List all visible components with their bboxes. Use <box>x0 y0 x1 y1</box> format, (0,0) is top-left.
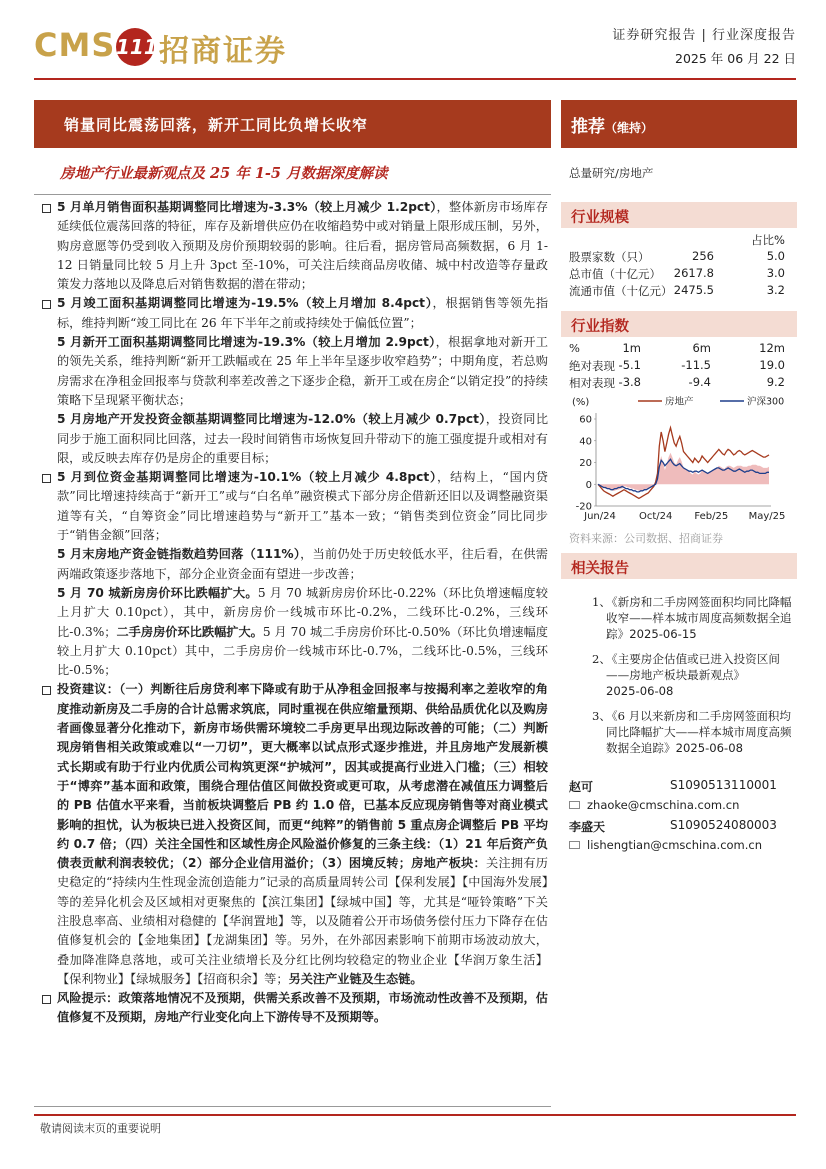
index-row-value: 9.2 <box>766 375 785 389</box>
section-scale-title: 行业规模 <box>561 202 797 228</box>
para-fund-chain-highlight: 5 月末房地产资金链指数趋势回落（111%） <box>57 547 301 562</box>
related-report-item[interactable] <box>592 651 794 699</box>
para-advice-text: 关注拥有历史稳定的“持续内生性现金流创造能力”记录的高质量周转公司【保利发展】【中国海外发展】等的差异化机会及区域相对更聚焦的【滨江集团】【绿城中国】等，尤其是“哑铃策略”下关注股息率高、业绩相对稳健的【华润置地】等，以及随着公开市场债务偿付压力下降存在估值修复机会的【金地集团】【龙湖集团】等。另外，在外部因素影响下前期市场波动放大，叠加降准降息落地，或可关注业绩增长及分红比例均较稳定的物业企业【华润万象生活】【保利物业】【绿城服务】【招商积余】等； <box>57 856 548 986</box>
analyst-email[interactable]: zhaoke@cmschina.com.cn <box>587 798 740 812</box>
report-body <box>40 198 548 1028</box>
chart-x-tick-label: Feb/25 <box>694 511 729 522</box>
analyst-code: S1090524080003 <box>670 818 777 832</box>
index-row-value: -9.4 <box>688 375 711 389</box>
analyst-name-row <box>569 778 797 798</box>
para-sales-highlight: 5 月单月销售面积基期调整同比增速为-3.3%（较上月减少 1.2pct） <box>57 200 437 214</box>
para-advice-highlight-2: 另关注产业链及生态链。 <box>288 971 423 986</box>
para-new-start <box>40 333 548 410</box>
index-row-value: -3.8 <box>618 375 641 389</box>
analyst-email-row <box>569 838 797 858</box>
para-completion <box>40 294 548 333</box>
para-completion-text: ，根据销售等领先指标，维持判断“竣工同比在 26 年下半年之前或持续处于偏低位置”； <box>57 296 549 330</box>
para-completion-highlight: 5 月竣工面积基期调整同比增速为-19.5%（较上月增加 8.4pct） <box>57 296 433 311</box>
email-icon <box>569 801 580 809</box>
related-report-num: 3、 <box>592 709 611 723</box>
para-prices <box>40 584 548 680</box>
para-prices-highlight: 5 月 70 城新房房价环比跌幅扩大。 <box>57 585 258 600</box>
para-funds-highlight: 5 月到位资金基期调整同比增速为-10.1%（较上月减少 4.8pct） <box>57 470 438 485</box>
scale-row-value: 2475.5 <box>673 283 714 297</box>
para-new-start-text: ，根据拿地对新开工的领先关系，维持判断“新开工跌幅或在 25 年上半年呈逐步收窄趋势”；中期角度，若总购房需求在净租金回报率与贷款利率差改善之下逐步企稳，新开工或在房企“以销定投”的持续策略下呈现紧平衡状态； <box>57 335 548 407</box>
report-type: 证券研究报告 | 行业深度报告 <box>612 28 796 43</box>
scale-row-label: 股票家数（只） <box>569 250 650 264</box>
scale-row-pct: 3.0 <box>766 266 785 280</box>
related-report-title: 《新房和二手房网签面积均同比降幅收窄——样本城市周度高频数据全追踪》 <box>606 595 792 641</box>
footer-note: 敬请阅读末页的重要说明 <box>40 1122 161 1135</box>
scale-table <box>569 232 789 300</box>
index-row-value: -5.1 <box>618 358 641 372</box>
para-risk-highlight: 风险提示：政策落地情况不及预期，供需关系改善不及预期，市场流动性改善不及预期，估值修复不及预期，房地产行业变化向上下游传导不及预期等。 <box>57 991 548 1025</box>
chart-x-tick-label: May/25 <box>748 511 786 522</box>
related-report-date: 2025-06-15 <box>629 627 697 641</box>
index-header: % <box>569 341 580 355</box>
related-report-title: 《6 月以来新房和二手房网签面积均同比降幅扩大——样本城市周度高频数据全追踪》 <box>606 709 792 755</box>
para-advice-highlight: 投资建议：（一）判断往后房贷利率下降或有助于从净租金回报率与按揭利率之差收窄的角度推动新房及二手房的合计总需求筑底，同时重视在供应缩量预期、供给品质优化以及购房者画像显著分化推动下，新房市场供需环境较二手房更早出现边际改善的可能；（二）判断现房销售相关政策或难以“一刀切”，更大概率以试点形式逐步推进，并且房地产发展新模式长期或有助于行业内优质公司构筑更深“护城河”，因其或提高行业进入门槛；（三）相较于“博弈”基本面和政策，围绕合理估值区间做投资或更可取，从考虑潜在减值压力调整后的 PB 估值水平来看，当前板块调整后 PB 约 1.0 倍，已基本反应现房销售等对商业模式影响的担忧，认为板块已进入投资区间，而更“纯粹”的销售前 5 重点房企调整后 PB 平均约 0.7 倍；（四）关注全国性和区域性房企风险溢价修复的三条主线：（1）21 年后资产负债表贡献利润表较优；（2）部分企业信用溢价；（3）困境反转；房地产板块： <box>57 682 548 871</box>
para-prices-text-2: 5 月 70 城二手房房价环比-0.50%（环比负增速幅度较上月扩大 0.10pct）其中，二手房房价一线城市环比-0.7%，二线环比-0.5%，三线环比-0.5%； <box>57 624 548 678</box>
scale-row-pct: 3.2 <box>766 283 785 297</box>
scale-row <box>569 249 789 266</box>
related-report-title: 《主要房企估值或已进入投资区间——房地产板块最新观点》 <box>606 652 780 682</box>
section-related-title: 相关报告 <box>561 553 797 579</box>
related-report-num: 2、 <box>592 652 611 666</box>
chart-y-tick-label: 0 <box>585 479 592 491</box>
chart-source: 资料来源：公司数据、招商证券 <box>569 532 723 545</box>
index-row-label: 相对表现 <box>569 376 615 390</box>
index-table <box>569 341 789 392</box>
para-fund-chain-text: ，当前仍处于历史较低水平，往后看，在供需两端政策逐步落地下，部分企业资金面有望进一步改善； <box>57 547 548 581</box>
analyst-email[interactable]: lishengtian@cmschina.com.cn <box>587 838 763 852</box>
index-header: 12m <box>759 341 785 355</box>
index-row <box>569 375 789 392</box>
chart-y-tick-label: 40 <box>579 436 592 448</box>
para-prices-text: 5 月 70 城新房房价环比-0.22%（环比负增速幅度较上月扩大 0.10pct），其中，新房房价一线城市环比-0.2%，二线环比-0.2%，三线环比-0.3%； <box>57 585 548 639</box>
report-title: 销量同比震荡回落，新开工同比负增长收窄 <box>34 100 551 148</box>
related-report-date: 2025-06-08 <box>675 741 743 755</box>
section-index-title: 行业指数 <box>561 311 797 337</box>
chart-y-tick-label: 20 <box>579 458 592 469</box>
para-prices-highlight-2: 二手房房价环比跌幅扩大。 <box>116 624 263 639</box>
analyst-name: 赵可 <box>569 780 594 794</box>
rating-label: 推荐 <box>571 117 605 137</box>
analyst-name-row <box>569 818 797 838</box>
rating-sub: （维持） <box>605 121 654 135</box>
scale-pct-header: 占比% <box>751 233 785 247</box>
index-row <box>569 358 789 375</box>
logo-company-name: 招商证券 <box>159 34 287 69</box>
analyst-code: S1090513110001 <box>670 778 777 792</box>
footer-divider <box>34 1114 796 1116</box>
index-header: 1m <box>622 341 641 355</box>
header-meta <box>612 24 796 67</box>
related-report-item[interactable] <box>592 708 794 756</box>
para-investment-advice <box>40 680 548 989</box>
related-report-item[interactable] <box>592 594 794 642</box>
report-date: 2025 年 06 月 22 日 <box>675 51 796 66</box>
para-new-start-highlight: 5 月新开工面积基期调整同比增速为-19.3%（较上月增加 2.9pct） <box>57 335 436 350</box>
analyst-list <box>569 778 797 858</box>
para-investment <box>40 410 548 468</box>
analyst-name: 李盛天 <box>569 820 606 834</box>
related-reports-list <box>592 594 794 765</box>
scale-row <box>569 283 789 300</box>
para-funds-text: ，结构上，“国内贷款”同比增速持续高于“新开工”或与“白名单”融资模式下部分房企借新还旧以及调整融资渠道等有关，“自筹资金”同比增速趋势与“新开工”基本一致；“销售类到位资金”同比同步于“销售金额”回落； <box>57 470 548 543</box>
rating-bar <box>561 100 797 148</box>
index-row-value: -11.5 <box>681 358 711 372</box>
analyst-email-row <box>569 798 797 818</box>
chart-legend-label: 沪深300 <box>747 396 785 408</box>
index-header: 6m <box>692 341 711 355</box>
chart-y-label: (%) <box>572 397 590 408</box>
index-row-label: 绝对表现 <box>569 359 615 373</box>
body-bottom-divider <box>34 1106 551 1107</box>
company-logo <box>34 22 294 72</box>
related-report-date: 2025-06-08 <box>606 684 674 698</box>
scale-row-pct: 5.0 <box>766 249 785 263</box>
chart-x-tick-label: Jun/24 <box>584 511 616 522</box>
index-performance-chart <box>566 393 794 533</box>
category: 总量研究/房地产 <box>569 166 654 180</box>
chart-y-tick-label: -20 <box>575 501 592 513</box>
index-row-value: 19.0 <box>759 358 785 372</box>
email-icon <box>569 841 580 849</box>
scale-row-value: 2617.8 <box>673 266 714 280</box>
chart-x-tick-label: Oct/24 <box>638 511 673 522</box>
chart-legend-label: 房地产 <box>665 396 694 408</box>
scale-row-label: 流通市值（十亿元） <box>569 284 673 298</box>
para-sales <box>40 198 548 294</box>
index-header-row <box>569 341 789 358</box>
para-investment-highlight: 5 月房地产开发投资金额基期调整同比增速为-12.0%（较上月减少 0.7pct） <box>57 412 486 427</box>
para-risk <box>40 989 548 1028</box>
scale-row-value: 256 <box>692 249 714 263</box>
para-sales-text: ，整体新房市场库存延续低位震荡回落的特征，库存及新增供应仍在收缩趋势中或对销量上限形成压制，另外，购房意愿等仍受到收入预期及房价预期较弱的影响。往后看，据房管局高频数据，6 月 1-12 日销量同比较 5 月上升 3pct 至-10%，可关注后续商品房收储、城中村改造等存量政策发力落地以及降息后对销售数据的潜在带动； <box>57 200 549 292</box>
para-investment-text: ，投资同比同步于施工面积同比回落，过去一段时间销售市场恢复回升带动下的施工强度提升或相对有限，或反映去库存仍是房企的重要目标； <box>57 412 549 465</box>
scale-row-label: 总市值（十亿元） <box>569 267 661 281</box>
related-report-num: 1、 <box>592 595 611 609</box>
para-funds <box>40 468 548 545</box>
report-subtitle: 房地产行业最新观点及 25 年 1-5 月数据深度解读 <box>60 165 388 182</box>
para-fund-chain <box>40 545 548 584</box>
logo-badge-icon: 111 <box>116 28 154 66</box>
scale-row <box>569 266 789 283</box>
body-top-divider <box>34 194 551 195</box>
logo-cms-text: CMS <box>34 26 116 64</box>
chart-y-tick-label: 60 <box>579 414 592 426</box>
header-divider <box>34 78 796 80</box>
